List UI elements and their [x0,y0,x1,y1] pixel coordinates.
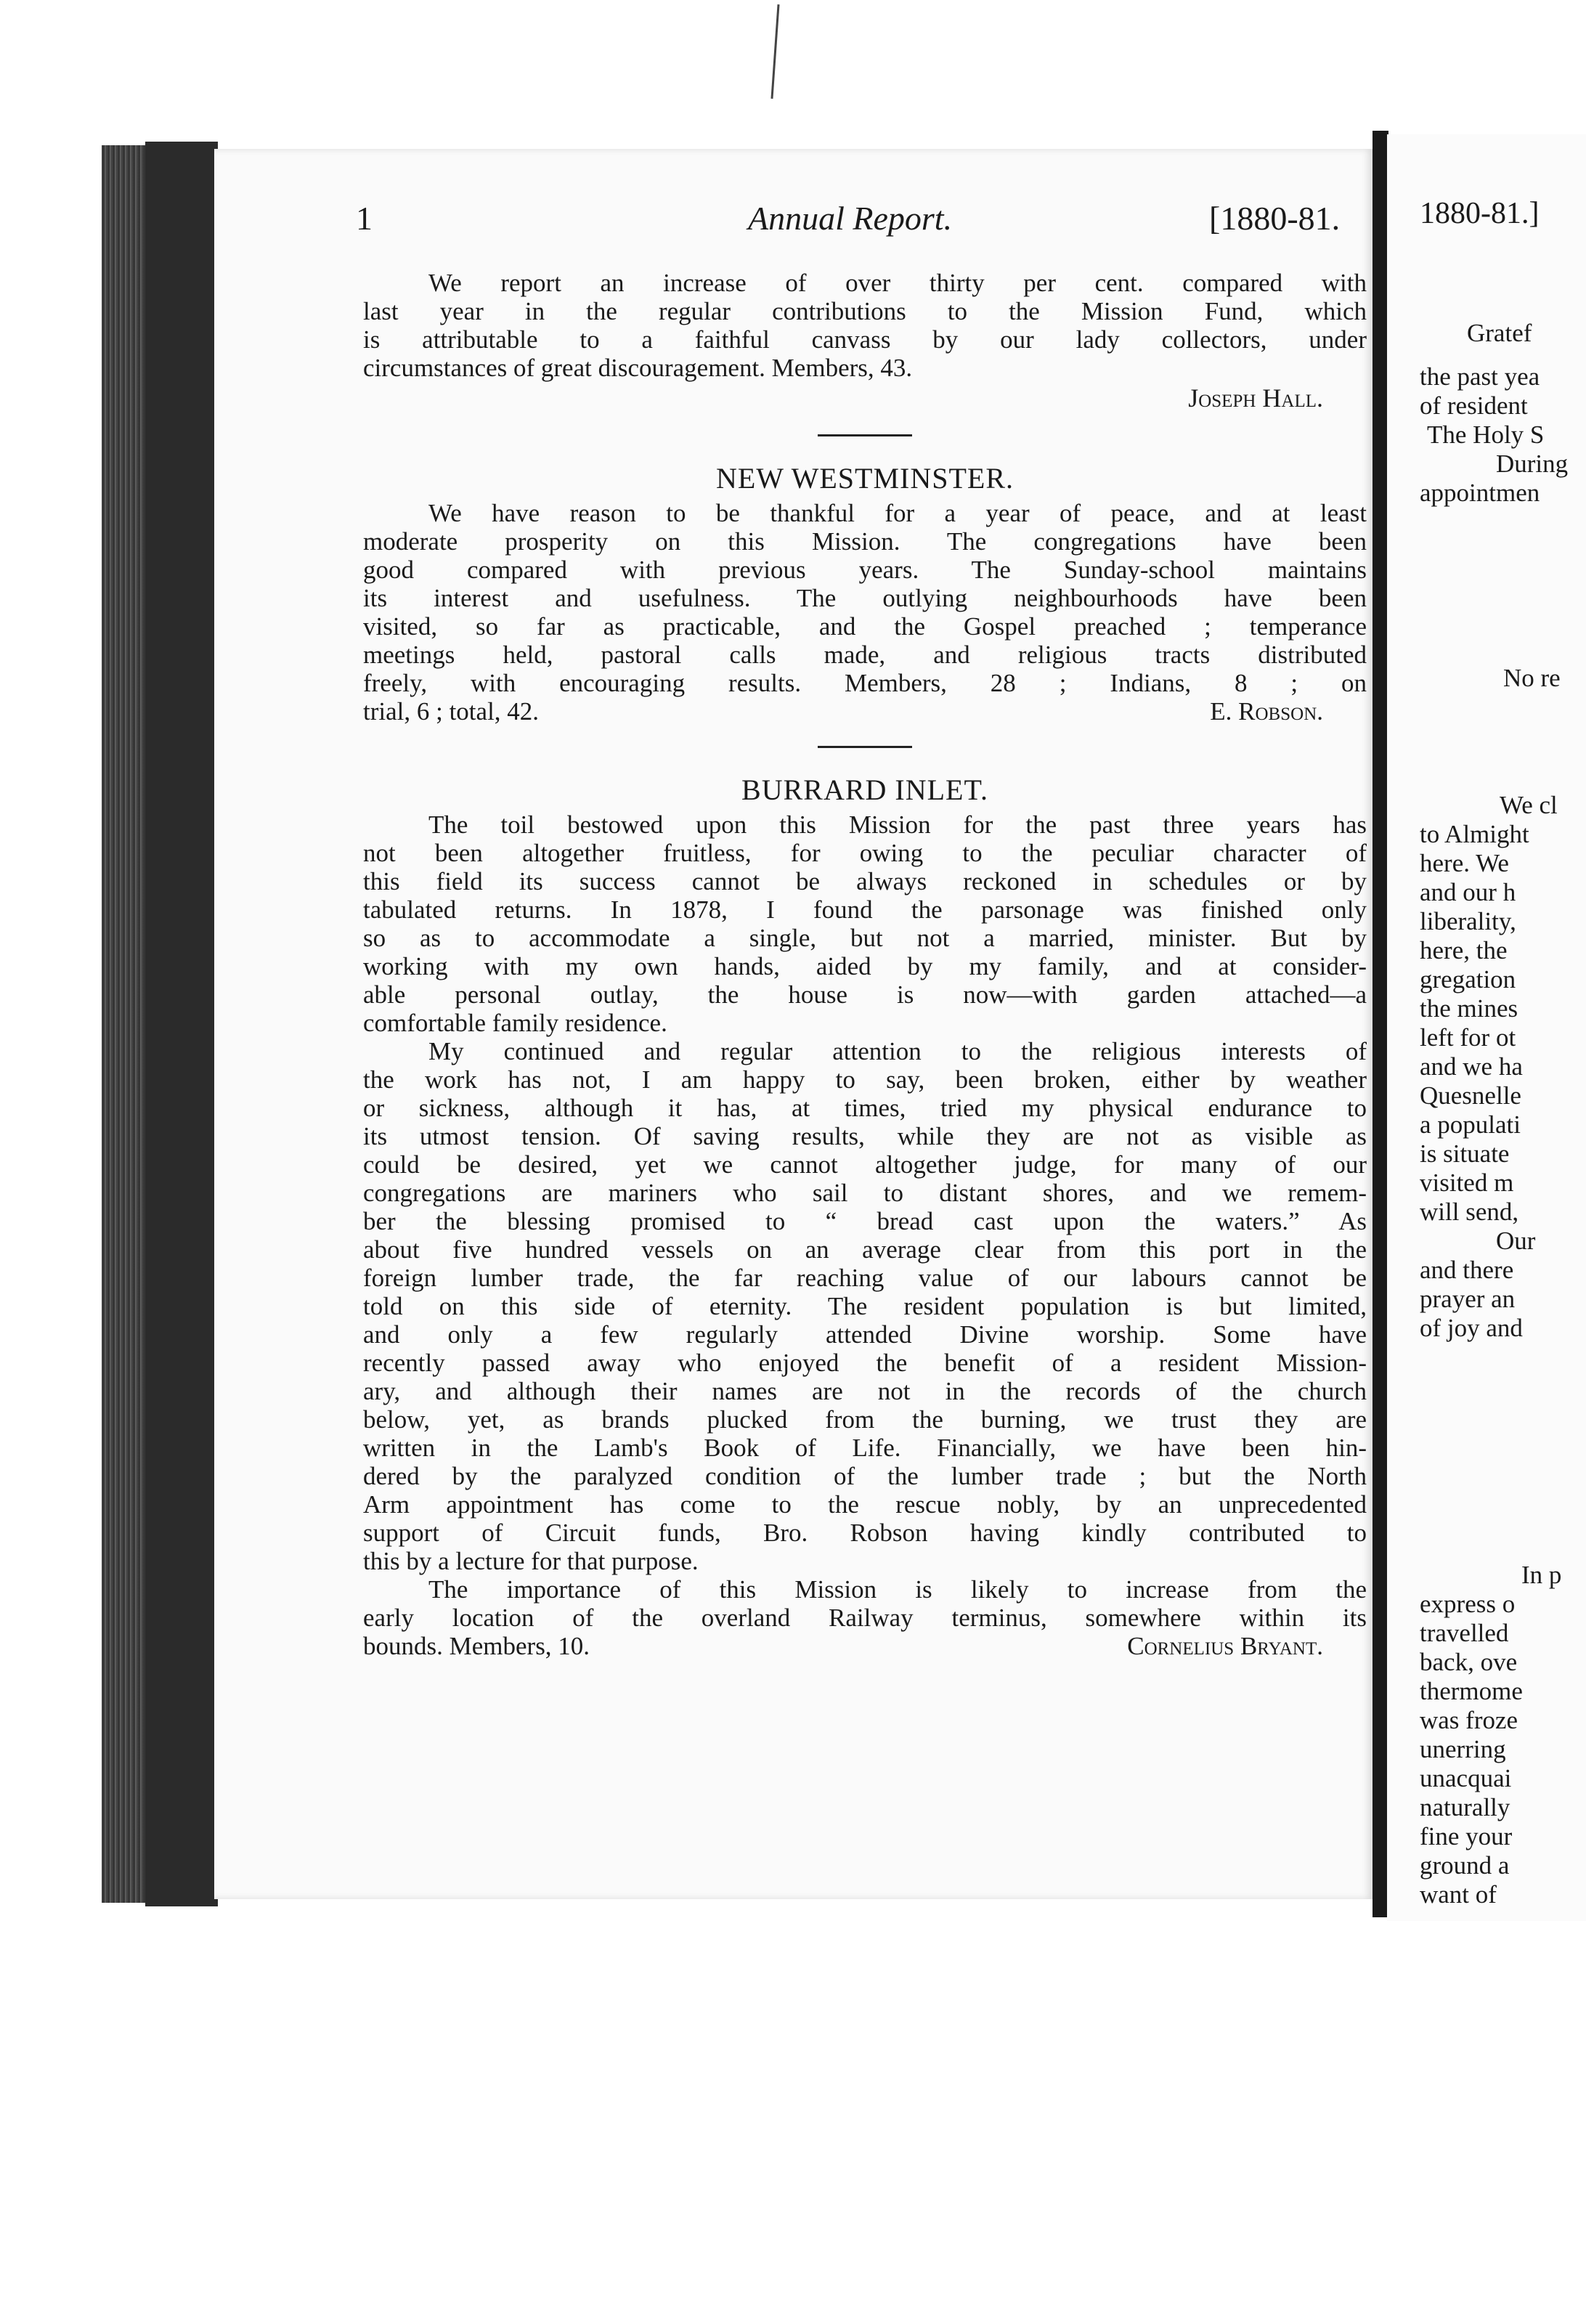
paragraph-line: the work has not, I am happy to say, been broken, either by weather [363,1065,1367,1094]
facing-page-line: of joy and [1420,1314,1523,1342]
facing-page-line: back, ove [1420,1648,1518,1676]
signature: E. Robson. [1210,697,1323,726]
facing-page-line: the mines [1420,994,1518,1023]
paragraph-line: is attributable to a faithful canvass by our lady collectors, under [363,325,1367,354]
paragraph-line: so as to accommodate a single, but not a married, minister. But by [363,924,1367,952]
paragraph-line: comfortable family residence. [363,1009,667,1037]
facing-page-line: is situate [1420,1139,1510,1168]
line-text: trial, 6 ; total, 42. [363,697,540,726]
paragraph-line: working with my own hands, aided by my family, and at consider- [363,952,1367,980]
facing-page-line: appointmen [1420,479,1540,507]
paragraph-line: or sickness, although it has, at times, tried my physical endurance to [363,1094,1367,1122]
paragraph-line: its interest and usefulness. The outlying neighbourhoods have been [363,584,1367,612]
facing-page-line: Gratef [1467,319,1532,347]
facing-page-line: here. We [1420,849,1509,877]
book-binding-shadow [145,142,218,1906]
facing-page-line: unerring [1420,1735,1506,1763]
paragraph-line: written in the Lamb's Book of Life. Financially, we have been hin- [363,1434,1367,1462]
signature: Cornelius Bryant. [1127,1632,1323,1660]
facing-page-line: The Holy S [1427,420,1545,449]
paragraph-line: visited, so far as practicable, and the Gospel preached ; temperance [363,612,1367,641]
paragraph-line: ary, and although their names are not in the records of the church [363,1377,1367,1405]
paragraph-line: not been altogether fruitless, for owing to the peculiar character of [363,839,1367,867]
paragraph-line: ber the blessing promised to “ bread cast upon the waters.” As [363,1207,1367,1235]
facing-page-line: will send, [1420,1198,1519,1226]
section-rule [818,434,912,436]
facing-page-line: to Almight [1420,820,1529,848]
facing-page-line: No re [1503,664,1561,692]
paragraph-line: below, yet, as brands plucked from the burning, we trust they are [363,1405,1367,1434]
paragraph-line: We report an increase of over thirty per cent. compared with [428,269,1367,297]
facing-page-line: express o [1420,1590,1516,1618]
paragraph-line: could be desired, yet we cannot altogether judge, for many of our [363,1150,1367,1179]
text-column [363,269,1367,1660]
section-heading: BURRARD INLET. [741,773,988,806]
right-page [1387,134,1586,1921]
paragraph-line: about five hundred vessels on an average clear from this port in the [363,1235,1367,1264]
paragraph-line: last year in the regular contributions to the Mission Fund, which [363,297,1367,325]
facing-page-line: ground a [1420,1851,1510,1880]
facing-page-line: here, the [1420,936,1508,964]
paragraph-line: support of Circuit funds, Bro. Robson having kindly contributed to [363,1519,1367,1547]
paragraph-line: able personal outlay, the house is now—with garden attached—a [363,980,1367,1009]
facing-page-line: During [1496,450,1569,478]
burrard-inlet-section [363,770,1367,1660]
paragraph-line: foreign lumber trade, the far reaching value of our labours cannot be [363,1264,1367,1292]
facing-page-line: Quesnelle [1420,1081,1521,1110]
facing-page-line: gregation [1420,965,1516,994]
facing-page-line: In p [1521,1561,1562,1589]
paragraph-line: moderate prosperity on this Mission. The congregations have been [363,527,1367,556]
facing-page-line: visited m [1420,1169,1514,1197]
facing-page-line: unacquai [1420,1764,1512,1792]
signature: Joseph Hall. [1188,383,1323,413]
facing-page-line: a populati [1420,1110,1521,1139]
facing-page-line: and there [1420,1256,1514,1284]
facing-page-line: fine your [1420,1822,1513,1850]
hall-report [363,269,1367,414]
paragraph-line: early location of the overland Railway terminus, somewhere within its [363,1604,1367,1632]
paragraph-line: freely, with encouraging results. Members, 28 ; Indians, 8 ; on [363,669,1367,697]
page-separator-mark [770,4,779,99]
paragraph-line: tabulated returns. In 1878, I found the parsonage was finished only [363,895,1367,924]
facing-page-line: liberality, [1420,907,1516,935]
facing-page-line: of resident [1420,391,1528,420]
new-westminster-section [363,458,1367,726]
facing-page-line: naturally [1420,1793,1510,1821]
paragraph-line: My continued and regular attention to the religious interests of [428,1037,1367,1065]
paragraph-line: its utmost tension. Of saving results, while they are not as visible as [363,1122,1367,1150]
facing-page-line: Our [1496,1227,1536,1255]
paragraph-line: The toil bestowed upon this Mission for the past three years has [428,810,1367,839]
facing-page-line: travelled [1420,1619,1509,1647]
paragraph-line: good compared with previous years. The Sunday-school maintains [363,556,1367,584]
page-year: [1880-81. [1209,200,1341,237]
paragraph-line: The importance of this Mission is likely to increase from the [428,1575,1367,1604]
paragraph-line: We have reason to be thankful for a year of peace, and at least [428,499,1367,527]
paragraph-line: congregations are mariners who sail to distant shores, and we remem- [363,1179,1367,1207]
page-number: 1 [356,200,373,237]
line-text: bounds. Members, 10. [363,1632,590,1660]
paragraph-line: and only a few regularly attended Divine worship. Some have [363,1320,1367,1349]
facing-page-line: the past yea [1420,362,1540,391]
paragraph-line: recently passed away who enjoyed the benefit of a resident Mission- [363,1349,1367,1377]
paragraph-line: told on this side of eternity. The resident population is but limited, [363,1292,1367,1320]
paragraph-line: meetings held, pastoral calls made, and religious tracts distributed [363,641,1367,669]
facing-page-line: We cl [1500,791,1558,819]
paragraph-last-line [363,697,1367,726]
facing-page-line: and our h [1420,878,1516,906]
facing-page-line: prayer an [1420,1285,1516,1313]
paragraph-line: this field its success cannot be always reckoned in schedules or by [363,867,1367,895]
facing-page-line: was froze [1420,1706,1518,1734]
paragraph-line: Arm appointment has come to the rescue nobly, by an unprecedented [363,1490,1367,1519]
paragraph-line: dered by the paralyzed condition of the lumber trade ; but the North [363,1462,1367,1490]
facing-page-line: and we ha [1420,1052,1523,1081]
section-heading: NEW WESTMINSTER. [715,462,1014,495]
facing-page-line: left for ot [1420,1023,1516,1052]
paragraph-line: this by a lecture for that purpose. [363,1547,699,1575]
facing-page-line: thermome [1420,1677,1523,1705]
facing-page-line: want of [1420,1880,1497,1909]
paragraph-line: circumstances of great discouragement. Members, 43. [363,354,913,382]
paragraph-last-line [363,1632,1367,1660]
book-gutter [1372,131,1388,1917]
running-title: Annual Report. [748,200,953,237]
section-rule [818,746,912,748]
facing-page-header: 1880-81.] [1420,197,1540,230]
